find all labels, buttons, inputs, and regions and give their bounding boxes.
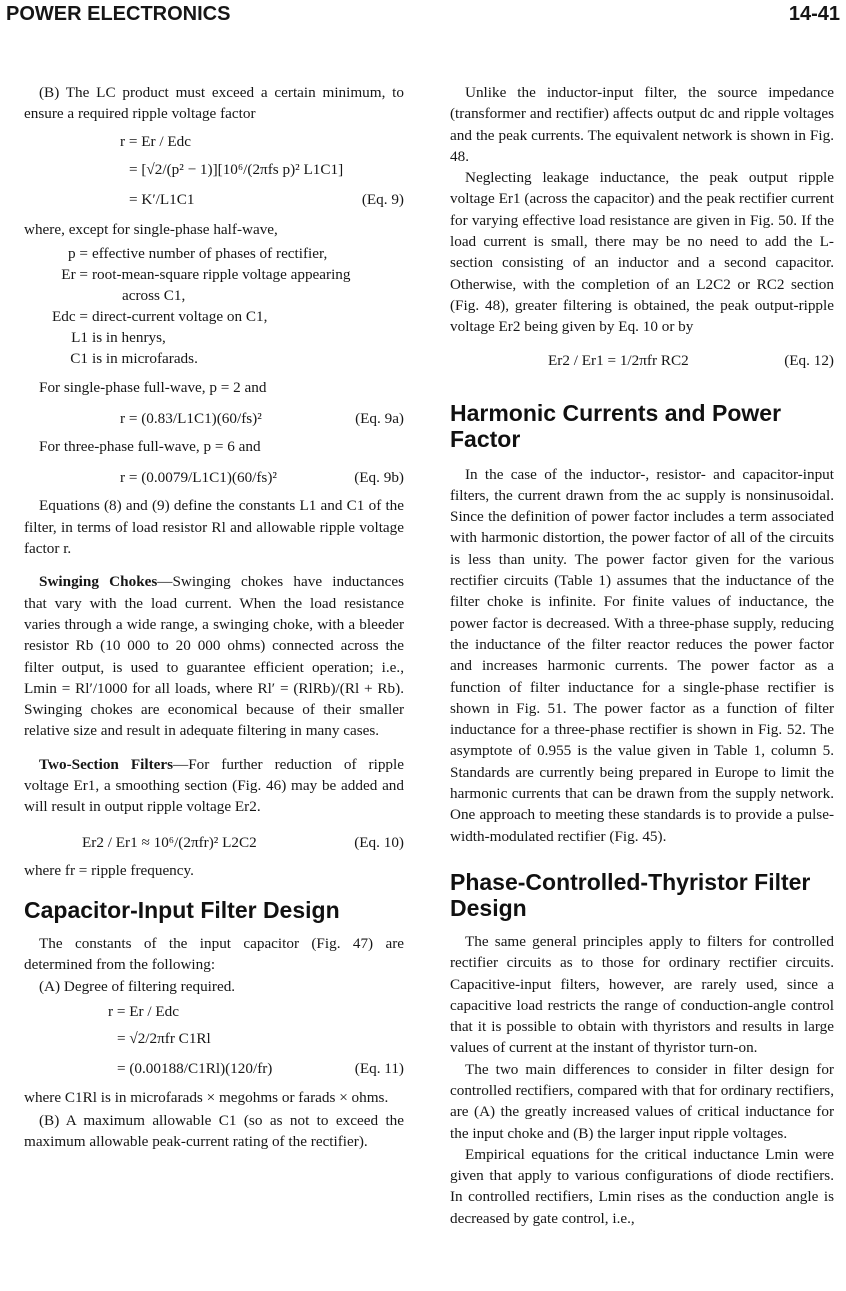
equation-11-line2: = √2/2πfr C1Rl — [117, 1029, 211, 1047]
definition-item: L1 is in henrys, — [71, 328, 166, 346]
equation-11: = (0.00188/C1Rl)(120/fr) (Eq. 11) — [24, 1053, 404, 1087]
paragraph-degree-filtering: (A) Degree of filtering required. — [39, 977, 236, 995]
equation-10: Er2 / Er1 ≈ 10⁶/(2πfr)² L2C2 (Eq. 10) — [24, 826, 404, 860]
equation-r-line1: r = Er / Edc — [120, 132, 191, 150]
run-in-heading: Swinging Chokes — [39, 573, 158, 591]
equation-number: (Eq. 9a) — [355, 410, 404, 428]
section-heading: Phase-Controlled-Thyristor Filter Design — [450, 868, 811, 921]
equation-9: = K′/L1C1 (Eq. 9) — [24, 185, 404, 219]
left-column — [24, 82, 404, 1159]
paragraph-source-impedance: Unlike the inductor-input filter, the source impedance (transformer and rectifier) affects output dc and ripple voltages and the peak currents. The equivalent network is shown in Fig. 48. — [450, 84, 834, 165]
equation-number: (Eq. 12) — [784, 351, 834, 369]
equation-number: (Eq. 9) — [361, 190, 404, 208]
page-number: 14-41 — [788, 3, 840, 25]
paragraph-main-differences: The two main differences to consider in filter design for controlled rectifiers, compared with that for ordinary rectifiers, are (A) the greatly increased values of critical inductance for the input choke and (B) the larger input ripple voltages. — [450, 1060, 834, 1142]
paragraph-lc-product: (B) The LC product must exceed a certain minimum, to ensure a required ripple voltage factor — [24, 84, 404, 123]
paragraph-two-section: Two-Section Filters—For further reduction of ripple voltage Er1, a smoothing section (Fig. 46) may be added and will result in output ripple voltage Er2. — [24, 755, 404, 816]
equation-number: (Eq. 10) — [354, 833, 404, 851]
equation-number: (Eq. 11) — [354, 1059, 404, 1077]
paragraph-leakage-inductance: Neglecting leakage inductance, the peak output ripple voltage Er1 (across the capacitor) and the peak rectifier current for varying effective load resistance are given in Fig. 50. If the load current is small, there may be no need to add the L-section consisting of an inductor and a second capacitor. Otherwise, with the completion of an L2C2 or RC2 section (Fig. 48), greater filtering is obtained, the peak output-ripple voltage Er2 being given by Eq. 10 or by — [450, 169, 834, 336]
definition-item: Edc = direct-current voltage on C1, — [52, 307, 268, 325]
definition-list — [24, 243, 404, 369]
paragraph-swinging-chokes: Swinging Chokes—Swinging chokes have inductances that vary with the load current. When the load resistance varies through a wide range, a swinging choke, with a bleeder resistor Rb (10 000 to 20 000 ohms) connected across the filter output, is used to guarantee efficient operation; i.e., Lmin = Rl′/1000 for all loads, where Rl′ = (RlRb)/(Rl + Rb). Swinging chokes are economical because of their smaller relative size and result in adequate filtering in many cases. — [24, 573, 404, 740]
right-column — [450, 82, 834, 1235]
page-header — [6, 4, 840, 30]
paragraph-three-phase: For three-phase full-wave, p = 6 and — [39, 438, 261, 456]
section-heading: Capacitor-Input Filter Design — [24, 896, 340, 923]
equation-number: (Eq. 9b) — [354, 469, 404, 487]
paragraph-equations: Equations (8) and (9) define the constants L1 and C1 of the filter, in terms of load resistor Rl and allowable ripple voltage factor r. — [24, 497, 404, 558]
paragraph-where: where, except for single-phase half-wave, — [24, 220, 278, 238]
definition-item: Er = root-mean-square ripple voltage appearing — [61, 265, 351, 283]
equation-9a: r = (0.83/L1C1)(60/fs)² (Eq. 9a) — [24, 402, 404, 436]
paragraph-capacitor-constants: The constants of the input capacitor (Fig. 47) are determined from the following: — [24, 934, 404, 974]
equation-12: Er2 / Er1 = 1/2πfr RC2 (Eq. 12) — [450, 344, 834, 380]
equation-r-line2: = [√2/(p² − 1)][10⁶/(2πfs p)² L1C1] — [129, 160, 344, 178]
paragraph-where-fr: where fr = ripple frequency. — [24, 861, 194, 879]
section-heading: Harmonic Currents and Power Factor — [450, 399, 782, 452]
definition-item: C1 is in microfarads. — [70, 349, 198, 367]
paragraph-harmonic-currents: In the case of the inductor-, resistor- and capacitor-input filters, the current drawn from the ac supply is nonsinusoidal. Since the definition of power factor includes a term associated with harmonic distortion, the power factor of all of the circuits is less than unity. The power factor given for the various rectifier circuits (Table 1) assumes that the inductance of the filter choke is infinite. For finite values of inductance, the power factor is decreased. With a three-phase supply, reducing the inductance of the filter reactor reduces the power factor and increases harmonic currents. The power factor as a function of filter inductance for a single-phase rectifier is shown in Fig. 51. The power factor as a function of filter inductance for a three-phase rectifier is shown in Fig. 52. The asymptote of 0.955 is the value given in Table 1, column 5. Standards are currently being prepared in Europe to limit the harmonic currents that can be drawn from the supply network. One approach to meeting these standards is to provide a pulse-width-modulated rectifier (Fig. 45). — [450, 465, 834, 845]
run-in-heading: Two-Section Filters — [39, 755, 174, 773]
paragraph-units: where C1Rl is in microfarads × megohms or farads × ohms. — [24, 1088, 389, 1106]
definition-item: p = effective number of phases of rectifier, — [68, 244, 328, 262]
paragraph-critical-inductance: Empirical equations for the critical inductance Lmin were given that apply to various configurations of diode rectifiers. In controlled rectifiers, Lmin rises as the conduction angle is decreased by gate control, i.e., — [450, 1145, 834, 1227]
equation-9b: r = (0.0079/L1C1)(60/fs)² (Eq. 9b) — [24, 461, 404, 495]
definition-item: across C1, — [122, 286, 186, 304]
equation-11-line1: r = Er / Edc — [108, 1002, 179, 1020]
paragraph-single-phase: For single-phase full-wave, p = 2 and — [39, 378, 267, 396]
section-title: POWER ELECTRONICS — [6, 3, 231, 25]
paragraph-general-principles: The same general principles apply to filters for controlled rectifier circuits as to those for ordinary rectifier circuits. Capacitive-input filters, however, are rarely used, since a capacitive load restricts the range of conduction-angle control that it is possible to obtain with thyristors and results in large values of current at the instant of thyristor turn-on. — [450, 932, 834, 1057]
paragraph-max-capacitor: (B) A maximum allowable C1 (so as not to exceed the maximum allowable peak-current rating of the rectifier). — [24, 1112, 404, 1151]
